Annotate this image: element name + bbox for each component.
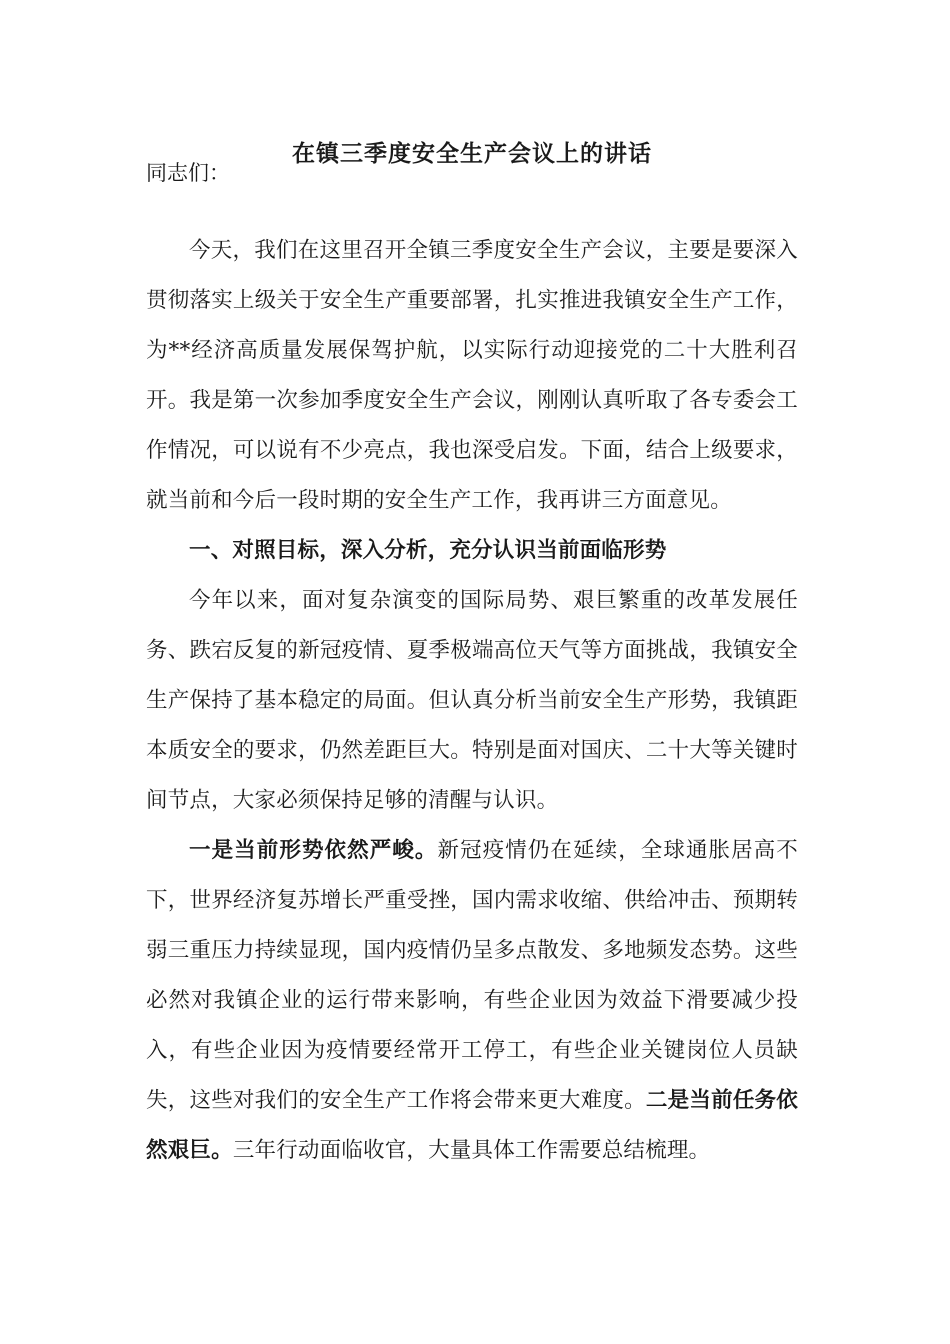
document-body [146, 226, 798, 1176]
paragraph-intro: 今天，我们在这里召开全镇三季度安全生产会议，主要是要深入贯彻落实上级关于安全生产重要部署，扎实推进我镇安全生产工作，为**经济高质量发展保驾护航，以实际行动迎接党的二十大胜利召开。我是第一次参加季度安全生产会议，刚刚认真听取了各专委会工作情况，可以说有不少亮点，我也深受启发。下面，结合上级要求，就当前和今后一段时期的安全生产工作，我再讲三方面意见。 [146, 238, 798, 513]
point-two-label: 二是当前任务依然艰巨。 [146, 1088, 798, 1163]
paragraph-points [146, 826, 798, 1176]
point-one-label: 一是当前形势依然严峻。 [189, 838, 438, 863]
document-title: 在镇三季度安全生产会议上的讲话 [292, 140, 652, 167]
point-one-text: 新冠疫情仍在延续，全球通胀居高不下，世界经济复苏增长严重受挫，国内需求收缩、供给冲击、预期转弱三重压力持续显现，国内疫情仍呈多点散发、多地频发态势。这些必然对我镇企业的运行带来影响，有些企业因为效益下滑要减少投入，有些企业因为疫情要经常开工停工，有些企业关键岗位人员缺失，这些对我们的安全生产工作将会带来更大难度。 [146, 838, 799, 1113]
section-heading-1: 一、对照目标，深入分析，充分认识当前面临形势 [189, 538, 667, 563]
point-two-text: 三年行动面临收官，大量具体工作需要总结梳理。 [232, 1138, 711, 1163]
salutation: 同志们： [146, 161, 230, 185]
paragraph-situation: 今年以来，面对复杂演变的国际局势、艰巨繁重的改革发展任务、跌宕反复的新冠疫情、夏季极端高位天气等方面挑战，我镇安全生产保持了基本稳定的局面。但认真分析当前安全生产形势，我镇距本质安全的要求，仍然差距巨大。特别是面对国庆、二十大等关键时间节点，大家必须保持足够的清醒与认识。 [146, 588, 798, 813]
